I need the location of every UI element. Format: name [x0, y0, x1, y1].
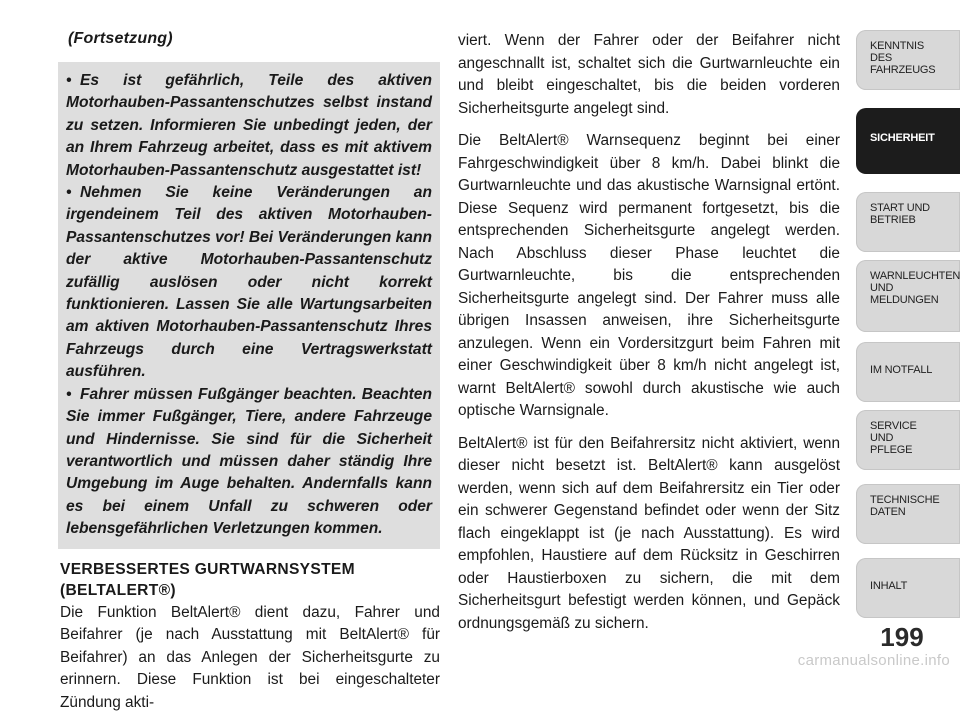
- tab-technische-daten[interactable]: TECHNISCHE DATEN: [856, 484, 960, 544]
- left-column: [60, 30, 440, 714]
- tab-start-und-betrieb[interactable]: START UND BETRIEB: [856, 192, 960, 252]
- body-paragraph: Die Funktion BeltAlert® dient dazu, Fahrer und Beifahrer (je nach Ausstattung mit BeltAlert® für Beifahrer) an das Anlegen der Sicherheitsgurte zu erinnern. Diese Funktion ist bei eingeschalteter Zündung akti-: [60, 603, 440, 711]
- tab-sicherheit[interactable]: SICHERHEIT: [856, 108, 960, 174]
- body-paragraph: viert. Wenn der Fahrer oder der Beifahrer nicht angeschnallt ist, schaltet sich die Gurtwarnleuchte ein und bleibt eingeschaltet, bis die beiden vorderen Sicherheitsgurte angelegt sind.: [458, 32, 840, 117]
- bullet-icon: •: [66, 184, 72, 202]
- warning-bullet: • Es ist gefährlich, Teile des aktiven Motorhauben-Passantenschutzes selbst instand zu setzen. Informieren Sie unbedingt jeden, der an Ihrem Fahrzeug arbeitet, dass es mit aktivem Motorhauben-Passantenschutz ausgestattet ist!: [66, 72, 432, 179]
- body-paragraph: BeltAlert® ist für den Beifahrersitz nicht aktiviert, wenn dieser nicht besetzt ist. BeltAlert® kann ausgelöst werden, wenn sich auf dem Beifahrersitz ein Tier oder ein schwerer Gegenstand befindet oder wenn der Sitz flach eingeklappt ist (je nach Ausstattung). Es wird empfohlen, Haustiere auf dem Rücksitz in Geschirren oder Haustierboxen zu sichern, die mit dem Sicherheitsgurt befestigt werden können, und Gepäck ordnungsgemäß zu sichern.: [458, 434, 840, 632]
- tab-warnleuchten-und-meldungen[interactable]: WARNLEUCHTEN UND MELDUNGEN: [856, 260, 960, 332]
- tab-service-und-pflege[interactable]: SERVICE UND PFLEGE: [856, 410, 960, 470]
- bullet-icon: •: [66, 72, 72, 89]
- warning-bullet: • Fahrer müssen Fußgänger beachten. Beachten Sie immer Fußgänger, Tiere, andere Fahrzeuge und Hindernisse. Sie sind für die Sicherheit verantwortlich und müssen daher ständig Ihre Umgebung im Auge behalten. Andernfalls kann es bei einem Unfall zu schweren oder lebensgefährlichen Verletzungen kommen.: [66, 385, 432, 538]
- warning-box: [58, 62, 440, 549]
- tab-im-notfall[interactable]: IM NOTFALL: [856, 342, 960, 402]
- page-number: 199: [880, 622, 924, 652]
- section-heading: VERBESSERTES GURTWARNSYSTEM (BELTALERT®): [60, 560, 355, 600]
- tab-kenntnis-des-fahrzeugs[interactable]: KENNTNIS DES FAHRZEUGS: [856, 30, 960, 90]
- right-column: [458, 30, 840, 645]
- warning-bullet: • Nehmen Sie keine Veränderungen an irgendeinem Teil des aktiven Motorhauben-Passantenschutzes vor! Bei Veränderungen kann der aktive Motorhauben-Passantenschutz zufällig auslösen oder nicht korrekt funktionieren. Lassen Sie alle Wartungsarbeiten am aktiven Motorhauben-Passantenschutz Ihres Fahrzeugs durch eine Vertragswerkstatt ausführen.: [66, 184, 432, 381]
- watermark: carmanualsonline.info: [797, 652, 950, 669]
- body-paragraph: Die BeltAlert® Warnsequenz beginnt bei einer Fahrgeschwindigkeit über 8 km/h. Dabei blinkt die Gurtwarnleuchte und das akustische Warnsignal ertönt. Diese Sequenz wird permanent fortgesetzt, bis die entsprechenden Sicherheitsgurte angelegt werden. Nach Abschluss dieser Phase leuchtet die Gurtwarnleuchte, bis die entsprechenden Sicherheitsgurte angelegt sind. Der Fahrer muss alle übrigen Insassen anweisen, ihre Sicherheitsgurte anzulegen. Wenn ein Vordersitzgurt beim Fahren mit einer Geschwindigkeit über 8 km/h nicht angelegt ist, warnt BeltAlert® sowohl durch akustische wie auch optische Warnsignale.: [458, 132, 840, 419]
- bullet-icon: •: [66, 385, 72, 403]
- tab-inhalt[interactable]: INHALT: [856, 558, 960, 618]
- continued-label: (Fortsetzung): [68, 30, 173, 47]
